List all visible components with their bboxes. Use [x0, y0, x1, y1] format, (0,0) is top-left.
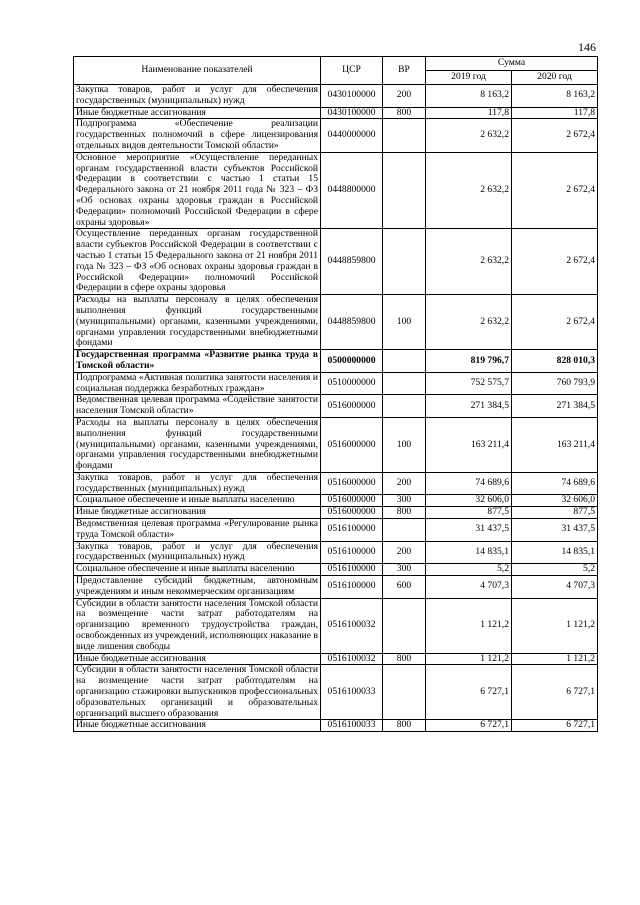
table-row [74, 598, 598, 653]
row-name-cell: Иные бюджетные ассигнования [74, 653, 321, 665]
row-vr-cell: 600 [383, 576, 426, 599]
row-csr-cell: 0500000000 [321, 350, 383, 373]
row-2020-cell: 74 689,6 [512, 472, 598, 495]
row-2020-cell: 117,8 [512, 107, 598, 119]
row-2019-cell: 5,2 [426, 564, 512, 576]
row-csr-cell: 0516100000 [321, 576, 383, 599]
row-2019-cell: 819 796,7 [426, 350, 512, 373]
row-vr-cell: 800 [383, 107, 426, 119]
row-csr-cell: 0516100032 [321, 598, 383, 653]
row-2020-cell: 2 672,4 [512, 295, 598, 350]
table-row [74, 507, 598, 519]
row-2019-cell: 2 632,2 [426, 119, 512, 152]
table-row [74, 107, 598, 119]
row-2019-cell: 752 575,7 [426, 372, 512, 395]
row-2019-cell: 6 727,1 [426, 665, 512, 720]
row-2020-cell: 6 727,1 [512, 665, 598, 720]
table-row [74, 85, 598, 108]
row-2020-cell: 2 672,4 [512, 119, 598, 152]
row-csr-cell: 0516000000 [321, 507, 383, 519]
row-vr-cell [383, 229, 426, 295]
row-2020-cell: 828 010,3 [512, 350, 598, 373]
row-csr-cell: 0430100000 [321, 107, 383, 119]
row-name-cell: Осуществление переданных органам государственной власти субъектов Российской Федерации в соответствии с частью 1 статьи 15 Федерального закона от 21 ноября 2011 года № 323 – ФЗ «Об основах охраны здоровья граждан в Российской Федерации» полномочий Российской Федерации в сфере охраны здоровья [74, 229, 321, 295]
row-csr-cell: 0440000000 [321, 119, 383, 152]
row-2020-cell: 31 437,5 [512, 519, 598, 542]
row-name-cell: Государственная программа «Развитие рынка труда в Томской области» [74, 350, 321, 373]
row-name-cell: Иные бюджетные ассигнования [74, 107, 321, 119]
row-name-cell: Расходы на выплаты персоналу в целях обеспечения выполнения функций государственными (муниципальными) органами, казенными учреждениями, органами управления государственными внебюджетными фондами [74, 295, 321, 350]
row-name-cell: Предоставление субсидий бюджетным, автономным учреждениям и иным некоммерческим организациям [74, 576, 321, 599]
row-vr-cell [383, 152, 426, 229]
row-csr-cell: 0516100033 [321, 665, 383, 720]
row-csr-cell: 0516000000 [321, 495, 383, 507]
row-name-cell: Расходы на выплаты персоналу в целях обеспечения выполнения функций государственными (муниципальными) органами, казенными учреждениями, органами управления государственными внебюджетными фондами [74, 417, 321, 472]
row-2020-cell: 14 835,1 [512, 541, 598, 564]
row-vr-cell [383, 665, 426, 720]
row-csr-cell: 0516000000 [321, 472, 383, 495]
row-name-cell: Ведомственная целевая программа «Содействие занятости населения Томской области» [74, 395, 321, 418]
header-vr: ВР [383, 57, 426, 85]
row-vr-cell [383, 598, 426, 653]
row-csr-cell: 0516100000 [321, 541, 383, 564]
table-row [74, 495, 598, 507]
row-name-cell: Основное мероприятие «Осуществление переданных органам государственной власти субъектов Российской Федерации в соответствии с частью 1 статьи 15 Федерального закона от 21 ноября 2011 года № 323 – ФЗ «Об основах охраны здоровья граждан в Российской Федерации» полномочий Российской Федерации в сфере охраны здоровья» [74, 152, 321, 229]
row-2020-cell: 8 163,2 [512, 85, 598, 108]
row-2020-cell: 6 727,1 [512, 720, 598, 732]
row-2019-cell: 117,8 [426, 107, 512, 119]
row-vr-cell [383, 519, 426, 542]
row-vr-cell: 100 [383, 295, 426, 350]
row-name-cell: Закупка товаров, работ и услуг для обеспечения государственных (муниципальных) нужд [74, 85, 321, 108]
table-row [74, 720, 598, 732]
row-name-cell: Подпрограмма «Активная политика занятости населения и социальная поддержка безработных граждан» [74, 372, 321, 395]
row-2019-cell: 8 163,2 [426, 85, 512, 108]
table-row [74, 152, 598, 229]
row-2019-cell: 2 632,2 [426, 152, 512, 229]
header-year-2019: 2019 год [426, 71, 512, 85]
row-vr-cell: 200 [383, 541, 426, 564]
table-row [74, 350, 598, 373]
row-vr-cell: 800 [383, 720, 426, 732]
row-2019-cell: 4 707,3 [426, 576, 512, 599]
row-name-cell: Иные бюджетные ассигнования [74, 720, 321, 732]
table-row [74, 541, 598, 564]
table-row [74, 576, 598, 599]
row-name-cell: Иные бюджетные ассигнования [74, 507, 321, 519]
table-row [74, 653, 598, 665]
table-row [74, 665, 598, 720]
row-vr-cell: 800 [383, 653, 426, 665]
row-name-cell: Субсидии в области занятости населения Томской области на возмещение части затрат работодателям на организацию временного трудоустройства граждан, освобожденных из учреждений, исполняющих наказание в виде лишения свободы [74, 598, 321, 653]
row-name-cell: Закупка товаров, работ и услуг для обеспечения государственных (муниципальных) нужд [74, 472, 321, 495]
row-vr-cell: 300 [383, 495, 426, 507]
row-2020-cell: 877,5 [512, 507, 598, 519]
row-name-cell: Социальное обеспечение и иные выплаты населению [74, 495, 321, 507]
row-2019-cell: 877,5 [426, 507, 512, 519]
table-row [74, 519, 598, 542]
header-year-2020: 2020 год [512, 71, 598, 85]
row-vr-cell: 100 [383, 417, 426, 472]
row-2019-cell: 163 211,4 [426, 417, 512, 472]
row-2020-cell: 2 672,4 [512, 229, 598, 295]
page-number: 146 [578, 40, 596, 54]
row-2019-cell: 31 437,5 [426, 519, 512, 542]
table-row [74, 229, 598, 295]
row-csr-cell: 0516000000 [321, 395, 383, 418]
row-name-cell: Подпрограмма «Обеспечение реализации государственных полномочий в сфере лицензирования отдельных видов деятельности Томской области» [74, 119, 321, 152]
row-csr-cell: 0516100033 [321, 720, 383, 732]
header-name: Наименование показателей [74, 57, 321, 85]
row-2019-cell: 2 632,2 [426, 229, 512, 295]
row-2019-cell: 271 384,5 [426, 395, 512, 418]
table-header [74, 57, 598, 85]
row-csr-cell: 0510000000 [321, 372, 383, 395]
table-row [74, 564, 598, 576]
row-csr-cell: 0430100000 [321, 85, 383, 108]
row-vr-cell: 300 [383, 564, 426, 576]
row-2019-cell: 32 606,0 [426, 495, 512, 507]
budget-table [73, 56, 598, 732]
row-2020-cell: 1 121,2 [512, 598, 598, 653]
row-vr-cell: 200 [383, 85, 426, 108]
row-2020-cell: 760 793,9 [512, 372, 598, 395]
row-2020-cell: 32 606,0 [512, 495, 598, 507]
row-2020-cell: 271 384,5 [512, 395, 598, 418]
row-vr-cell: 800 [383, 507, 426, 519]
row-2019-cell: 2 632,2 [426, 295, 512, 350]
row-vr-cell [383, 350, 426, 373]
row-2020-cell: 163 211,4 [512, 417, 598, 472]
row-csr-cell: 0448800000 [321, 152, 383, 229]
row-csr-cell: 0516100000 [321, 519, 383, 542]
row-2019-cell: 1 121,2 [426, 598, 512, 653]
table-row [74, 119, 598, 152]
table-row [74, 372, 598, 395]
table-row [74, 395, 598, 418]
header-sum: Сумма [426, 57, 598, 71]
row-2020-cell: 1 121,2 [512, 653, 598, 665]
row-name-cell: Социальное обеспечение и иные выплаты населению [74, 564, 321, 576]
row-2020-cell: 5,2 [512, 564, 598, 576]
row-2019-cell: 1 121,2 [426, 653, 512, 665]
header-csr: ЦСР [321, 57, 383, 85]
row-2020-cell: 2 672,4 [512, 152, 598, 229]
row-csr-cell: 0448859800 [321, 295, 383, 350]
row-2019-cell: 14 835,1 [426, 541, 512, 564]
table-row [74, 472, 598, 495]
row-name-cell: Ведомственная целевая программа «Регулирование рынка труда Томской области» [74, 519, 321, 542]
row-csr-cell: 0516100000 [321, 564, 383, 576]
table-body [74, 85, 598, 732]
row-2019-cell: 6 727,1 [426, 720, 512, 732]
row-vr-cell: 200 [383, 472, 426, 495]
row-vr-cell [383, 372, 426, 395]
row-name-cell: Субсидии в области занятости населения Томской области на возмещение части затрат работодателям на организацию стажировки выпускников профессиональных образовательных организаций и образовательных организаций высшего образования [74, 665, 321, 720]
row-csr-cell: 0448859800 [321, 229, 383, 295]
row-vr-cell [383, 119, 426, 152]
row-csr-cell: 0516100032 [321, 653, 383, 665]
row-name-cell: Закупка товаров, работ и услуг для обеспечения государственных (муниципальных) нужд [74, 541, 321, 564]
row-2019-cell: 74 689,6 [426, 472, 512, 495]
row-csr-cell: 0516000000 [321, 417, 383, 472]
row-vr-cell [383, 395, 426, 418]
table-row [74, 417, 598, 472]
row-2020-cell: 4 707,3 [512, 576, 598, 599]
table-row [74, 295, 598, 350]
